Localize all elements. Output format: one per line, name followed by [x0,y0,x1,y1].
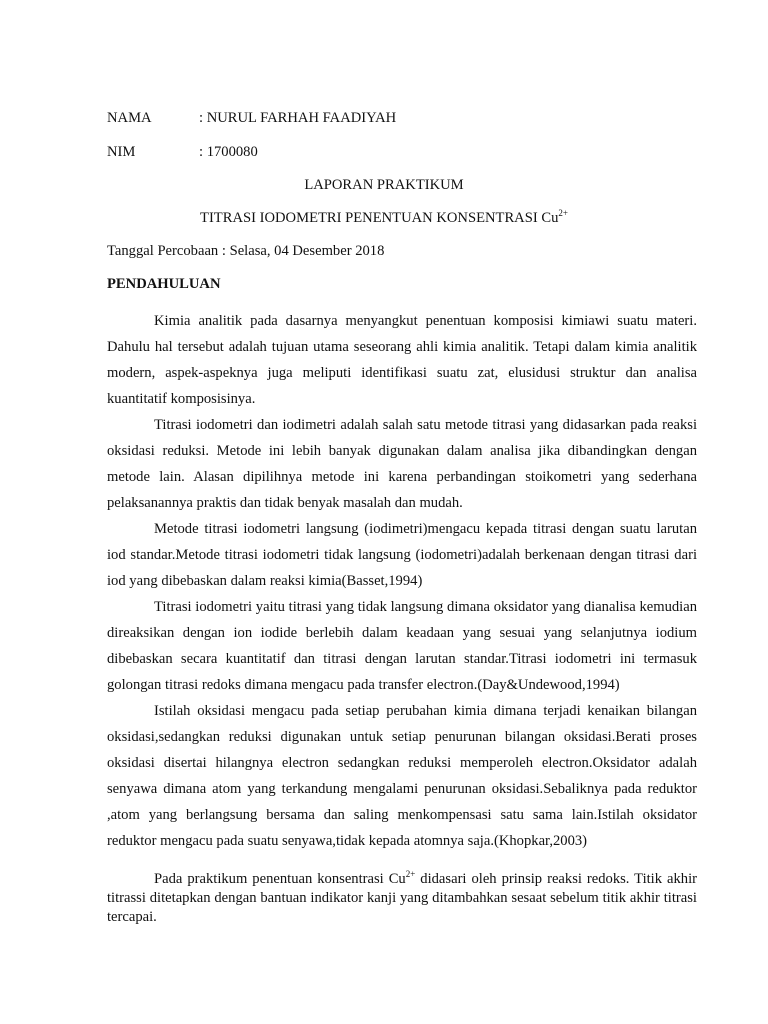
report-subtitle-superscript: 2+ [558,208,568,218]
experiment-date: Tanggal Percobaan : Selasa, 04 Desember 2018 [107,243,385,259]
nim-value: : 1700080 [199,144,258,160]
paragraph: Metode titrasi iodometri langsung (iodimetri)mengacu kepada titrasi dengan suatu larutan iod standar.Metode titrasi iodometri tidak langsung (iodometri)adalah berkenaan dengan titrasi dari iod yang dibebaskan dalam reaksi kimia(Basset,1994) [107,521,697,589]
paragraph: Istilah oksidasi mengacu pada setiap perubahan kimia dimana terjadi kenaikan bilangan oksidasi,sedangkan reduksi digunakan untuk setiap penurunan bilangan oksidasi.Berati proses oksidasi disertai hilangnya electron sedangkan reduksi memperoleh electron.Oksidator adalah senyawa dimana atom yang terkandung mengalami penurunan oksidasi.Sebaliknya pada reduktor ,atom yang berlangsung bersama dan saling menkompensasi satu sama lain.Istilah oksidator reduktor mengacu pada suatu senyawa,tidak kepada atomnya saja.(Khopkar,2003) [107,703,697,849]
report-title: LAPORAN PRAKTIKUM [304,177,464,193]
report-subtitle [0,210,768,227]
nama-label: NAMA [107,110,152,126]
paragraph: Titrasi iodometri dan iodimetri adalah salah satu metode titrasi yang didasarkan pada reaksi oksidasi reduksi. Metode ini lebih banyak digunakan dalam analisa jika dibandingkan dengan metode lain. Alasan dipilihnya metode ini karena perbandingan stoikometri yang sederhana pelaksanannya praktis dan tidak benyak masalah dan mudah. [107,417,697,511]
nama-value: : NURUL FARHAH FAADIYAH [199,110,397,126]
section-heading: PENDAHULUAN [107,276,221,292]
last-paragraph-superscript: 2+ [405,869,416,879]
paragraph-last [107,870,697,927]
nama-row [107,110,396,127]
nim-row [107,144,258,161]
paragraph: Kimia analitik pada dasarnya menyangkut penentuan komposisi kimiawi suatu materi. Dahulu hal tersebut adalah tujuan utama seseorang ahli kimia analitik. Tetapi dalam kimia analitik modern, aspek-aspeknya juga meliputi identifikasi suatu zat, elusidusi struktur dan analisa kuantitatif komposisinya. [107,313,697,407]
last-paragraph-start: Pada praktikum penentuan konsentrasi Cu [154,871,406,887]
body-text [107,308,697,854]
last-paragraph-end: didasari oleh prinsip reaksi redoks. Titik akhir titrassi ditetapkan dengan bantuan indikator kanji yang ditambahkan sesaat sebelum titik akhir titrasi tercapai. [107,871,697,925]
last-paragraph-block [107,870,697,927]
report-subtitle-text: TITRASI IODOMETRI PENENTUAN KONSENTRASI Cu [200,210,559,226]
nim-label: NIM [107,144,136,160]
paragraph: Titrasi iodometri yaitu titrasi yang tidak langsung dimana oksidator yang dianalisa kemudian direaksikan dengan ion iodide berlebih dalam keadaan yang sesuai yang selanjutnya iodium dibebaskan secara kuantitatif dan titrasi dengan larutan standar.Titrasi iodometri ini termasuk golongan titrasi redoks dimana mengacu pada transfer electron.(Day&Undewood,1994) [107,599,697,693]
